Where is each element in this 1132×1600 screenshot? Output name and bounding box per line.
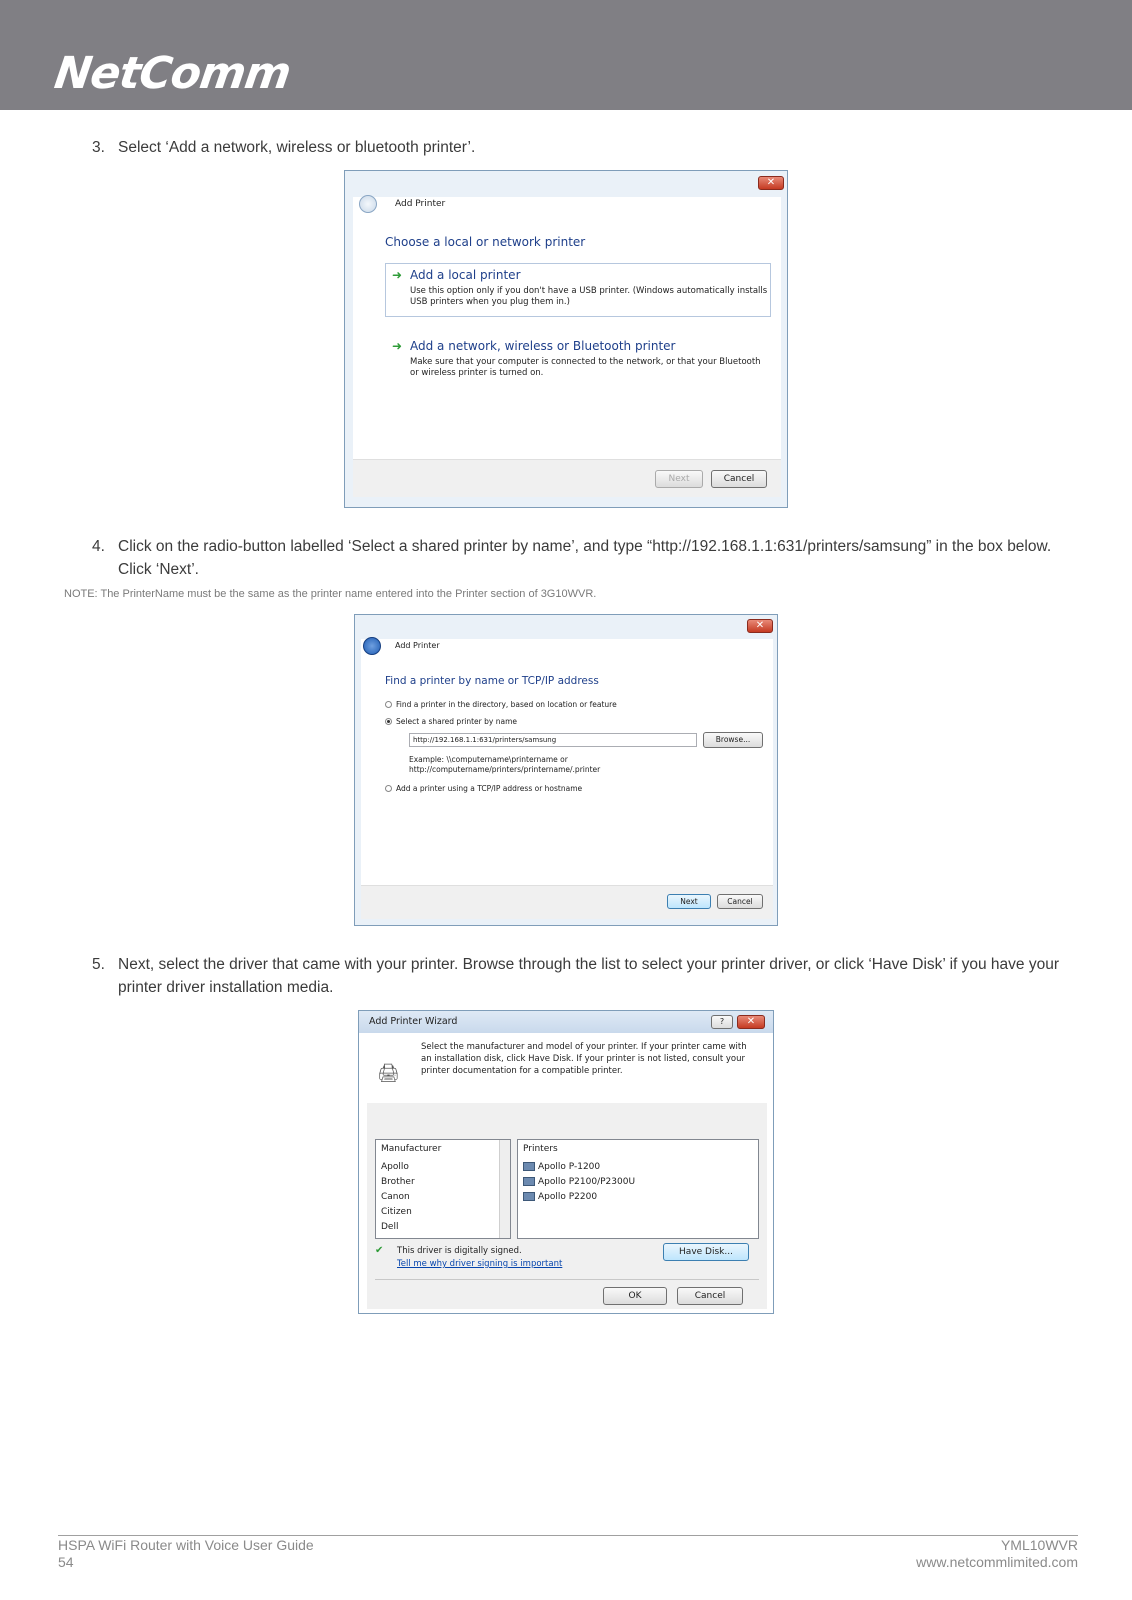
- option-description: Make sure that your computer is connected to the network, or that your Bluetooth or wireless printer is turned on.: [410, 357, 761, 378]
- back-arrow-icon[interactable]: [359, 195, 377, 213]
- manufacturer-header: Manufacturer: [381, 1144, 442, 1154]
- step-3: [92, 136, 1062, 159]
- cancel-button[interactable]: Cancel: [677, 1287, 743, 1305]
- list-item[interactable]: Brother: [381, 1177, 415, 1187]
- green-arrow-icon: ➜: [392, 268, 403, 282]
- next-button[interactable]: Next: [667, 894, 711, 909]
- window-title: Add Printer Wizard: [369, 1016, 458, 1027]
- list-item[interactable]: [523, 1192, 597, 1202]
- help-icon[interactable]: ?: [711, 1015, 733, 1029]
- page-number: 54: [58, 1554, 74, 1570]
- divider: [375, 1279, 759, 1280]
- signed-driver-icon: ✔: [375, 1245, 384, 1256]
- printer-icon: [523, 1192, 535, 1201]
- printer-icon: 🖨: [377, 1063, 400, 1084]
- signed-text: This driver is digitally signed.: [397, 1246, 522, 1256]
- green-arrow-icon: ➜: [392, 339, 403, 353]
- option-description: Use this option only if you don't have a USB printer. (Windows automatically installs USB printers when you plug them in.): [410, 286, 768, 307]
- header-bar: [0, 0, 1132, 110]
- directory-radio[interactable]: [385, 701, 392, 708]
- button-bar: [353, 459, 781, 497]
- cancel-button[interactable]: Cancel: [711, 470, 767, 488]
- window-content: [353, 197, 781, 497]
- window-title: Add Printer: [395, 641, 440, 650]
- netcomm-logo: NetComm: [51, 48, 294, 99]
- scrollbar[interactable]: [499, 1140, 510, 1238]
- tcpip-radio[interactable]: [385, 785, 392, 792]
- list-item[interactable]: [523, 1177, 635, 1187]
- add-local-printer-option[interactable]: [385, 263, 771, 317]
- printer-icon: [523, 1162, 535, 1171]
- step-text: Select ‘Add a network, wireless or bluetooth printer’.: [118, 139, 476, 156]
- printer-model: Apollo P2200: [538, 1192, 598, 1202]
- list-item[interactable]: Apollo: [381, 1162, 409, 1172]
- title-bar: [359, 1011, 774, 1033]
- window-content: [361, 639, 773, 919]
- list-item[interactable]: Dell: [381, 1222, 399, 1232]
- page-heading: Choose a local or network printer: [385, 235, 586, 249]
- add-printer-window-1: [344, 170, 788, 508]
- cancel-button[interactable]: Cancel: [717, 894, 763, 909]
- close-icon[interactable]: ✕: [747, 619, 773, 633]
- add-printer-wizard-window: [358, 1010, 774, 1314]
- window-title: Add Printer: [395, 199, 446, 209]
- wizard-intro: Select the manufacturer and model of your printer. If your printer came with an installation disk, click Have Disk. If your printer is not listed, consult your printer documentation for a compatible printer.: [421, 1042, 747, 1076]
- printer-name-input[interactable]: http://192.168.1.1:631/printers/samsung: [409, 733, 697, 747]
- step-4: [92, 535, 1062, 581]
- tcpip-radio-label: Add a printer using a TCP/IP address or hostname: [396, 784, 583, 793]
- list-item[interactable]: Citizen: [381, 1207, 412, 1217]
- step-text: Next, select the driver that came with your printer. Browse through the list to select your printer driver, or click ‘Have Disk’ if you have your printer driver installation media.: [118, 956, 1060, 996]
- option-title: Add a network, wireless or Bluetooth printer: [410, 339, 676, 353]
- wizard-body: [367, 1033, 767, 1309]
- printer-model: Apollo P2100/P2300U: [538, 1177, 636, 1187]
- browse-button[interactable]: Browse...: [703, 732, 763, 748]
- printers-list[interactable]: [517, 1139, 759, 1239]
- shared-printer-radio[interactable]: [385, 718, 392, 725]
- ok-button[interactable]: OK: [603, 1287, 667, 1305]
- footer-website: www.netcommlimited.com: [916, 1554, 1078, 1570]
- driver-signing-link[interactable]: Tell me why driver signing is important: [397, 1259, 563, 1269]
- manufacturer-list[interactable]: [375, 1139, 511, 1239]
- list-item[interactable]: Canon: [381, 1192, 410, 1202]
- close-icon[interactable]: ✕: [737, 1015, 765, 1029]
- back-arrow-icon[interactable]: [363, 637, 381, 655]
- option-title: Add a local printer: [410, 268, 521, 282]
- step-number: 5.: [92, 956, 105, 973]
- close-icon[interactable]: ✕: [758, 176, 784, 190]
- next-button[interactable]: Next: [655, 470, 703, 488]
- footer-model: YML10WVR: [1000, 1537, 1078, 1553]
- wizard-banner: [367, 1033, 767, 1103]
- step-number: 4.: [92, 538, 105, 555]
- printers-header: Printers: [523, 1144, 558, 1154]
- list-item[interactable]: [523, 1162, 600, 1172]
- step-5: [92, 953, 1062, 999]
- step-text: Click on the radio-button labelled ‘Select a shared printer by name’, and type “http://192.168.1.1:631/printers/samsung” in the box below. Click ‘Next’.: [118, 538, 1052, 578]
- button-bar: [361, 885, 773, 919]
- have-disk-button[interactable]: Have Disk...: [663, 1243, 749, 1261]
- example-text: Example: \\computername\printername or http://computername/printers/printername/.printer: [409, 755, 601, 774]
- note-text: NOTE: The PrinterName must be the same as the printer name entered into the Printer section of 3G10WVR.: [64, 588, 597, 600]
- directory-radio-label: Find a printer in the directory, based on location or feature: [396, 700, 617, 709]
- shared-printer-radio-label: Select a shared printer by name: [396, 717, 517, 726]
- printer-model: Apollo P-1200: [538, 1162, 601, 1172]
- printer-icon: [523, 1177, 535, 1186]
- footer-guide-title: HSPA WiFi Router with Voice User Guide: [58, 1537, 314, 1553]
- footer-divider: [58, 1535, 1078, 1536]
- page-heading: Find a printer by name or TCP/IP address: [385, 675, 599, 687]
- add-printer-window-2: [354, 614, 778, 926]
- add-network-printer-option[interactable]: [385, 335, 771, 385]
- step-number: 3.: [92, 139, 105, 156]
